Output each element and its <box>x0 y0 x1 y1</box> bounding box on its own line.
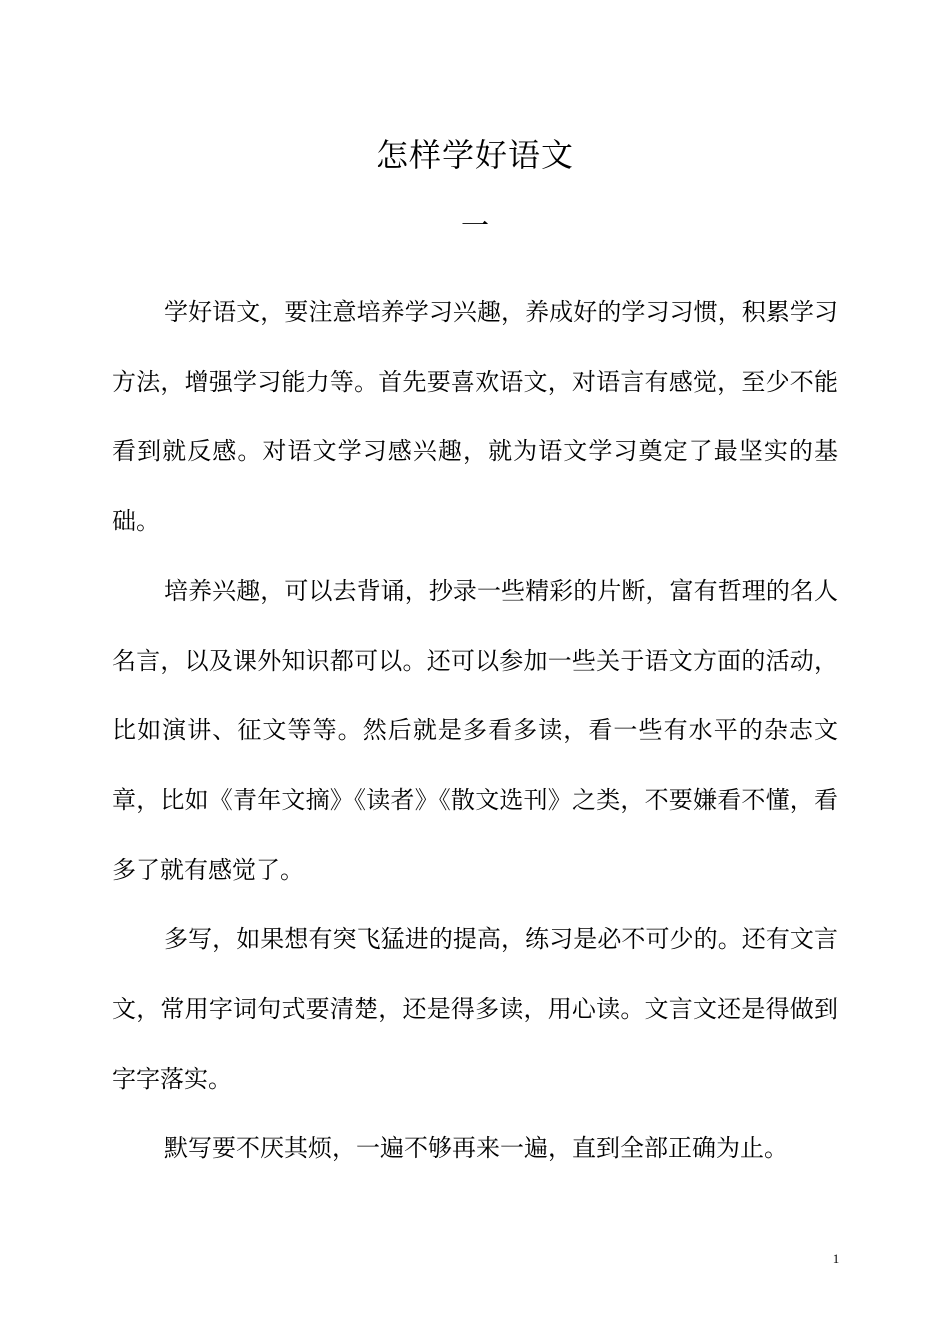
page-number: 1 <box>832 1251 840 1266</box>
paragraph-dictation: 默写要不厌其烦，一遍不够再来一遍，直到全部正确为止。 <box>164 1134 788 1163</box>
document-title: 怎样学好语文 <box>375 136 574 174</box>
section-number: 一 <box>460 209 489 242</box>
paragraph-interest: 学好语文，要注意培养学习兴趣，养成好的学习习惯，积累学习方法，增强学习能力等。首先要喜欢语文，对语言有感觉，至少不能看到就反感。对语文学习感兴趣，就为语文学习奠定了最坚实的基础。 <box>112 298 838 536</box>
document-body <box>112 278 838 1184</box>
paragraph-cultivate-interest: 培养兴趣，可以去背诵，抄录一些精彩的片断，富有哲理的名人名言，以及课外知识都可以。还可以参加一些关于语文方面的活动，比如演讲、征文等等。然后就是多看多读，看一些有水平的杂志文章，比如《青年文摘》《读者》《散文选刊》之类，不要嫌看不懂，看多了就有感觉了。 <box>112 576 838 884</box>
paragraph-writing-practice: 多写，如果想有突飞猛进的提高，练习是必不可少的。还有文言文，常用字词句式要清楚，还是得多读，用心读。文言文还是得做到字字落实。 <box>112 925 838 1093</box>
